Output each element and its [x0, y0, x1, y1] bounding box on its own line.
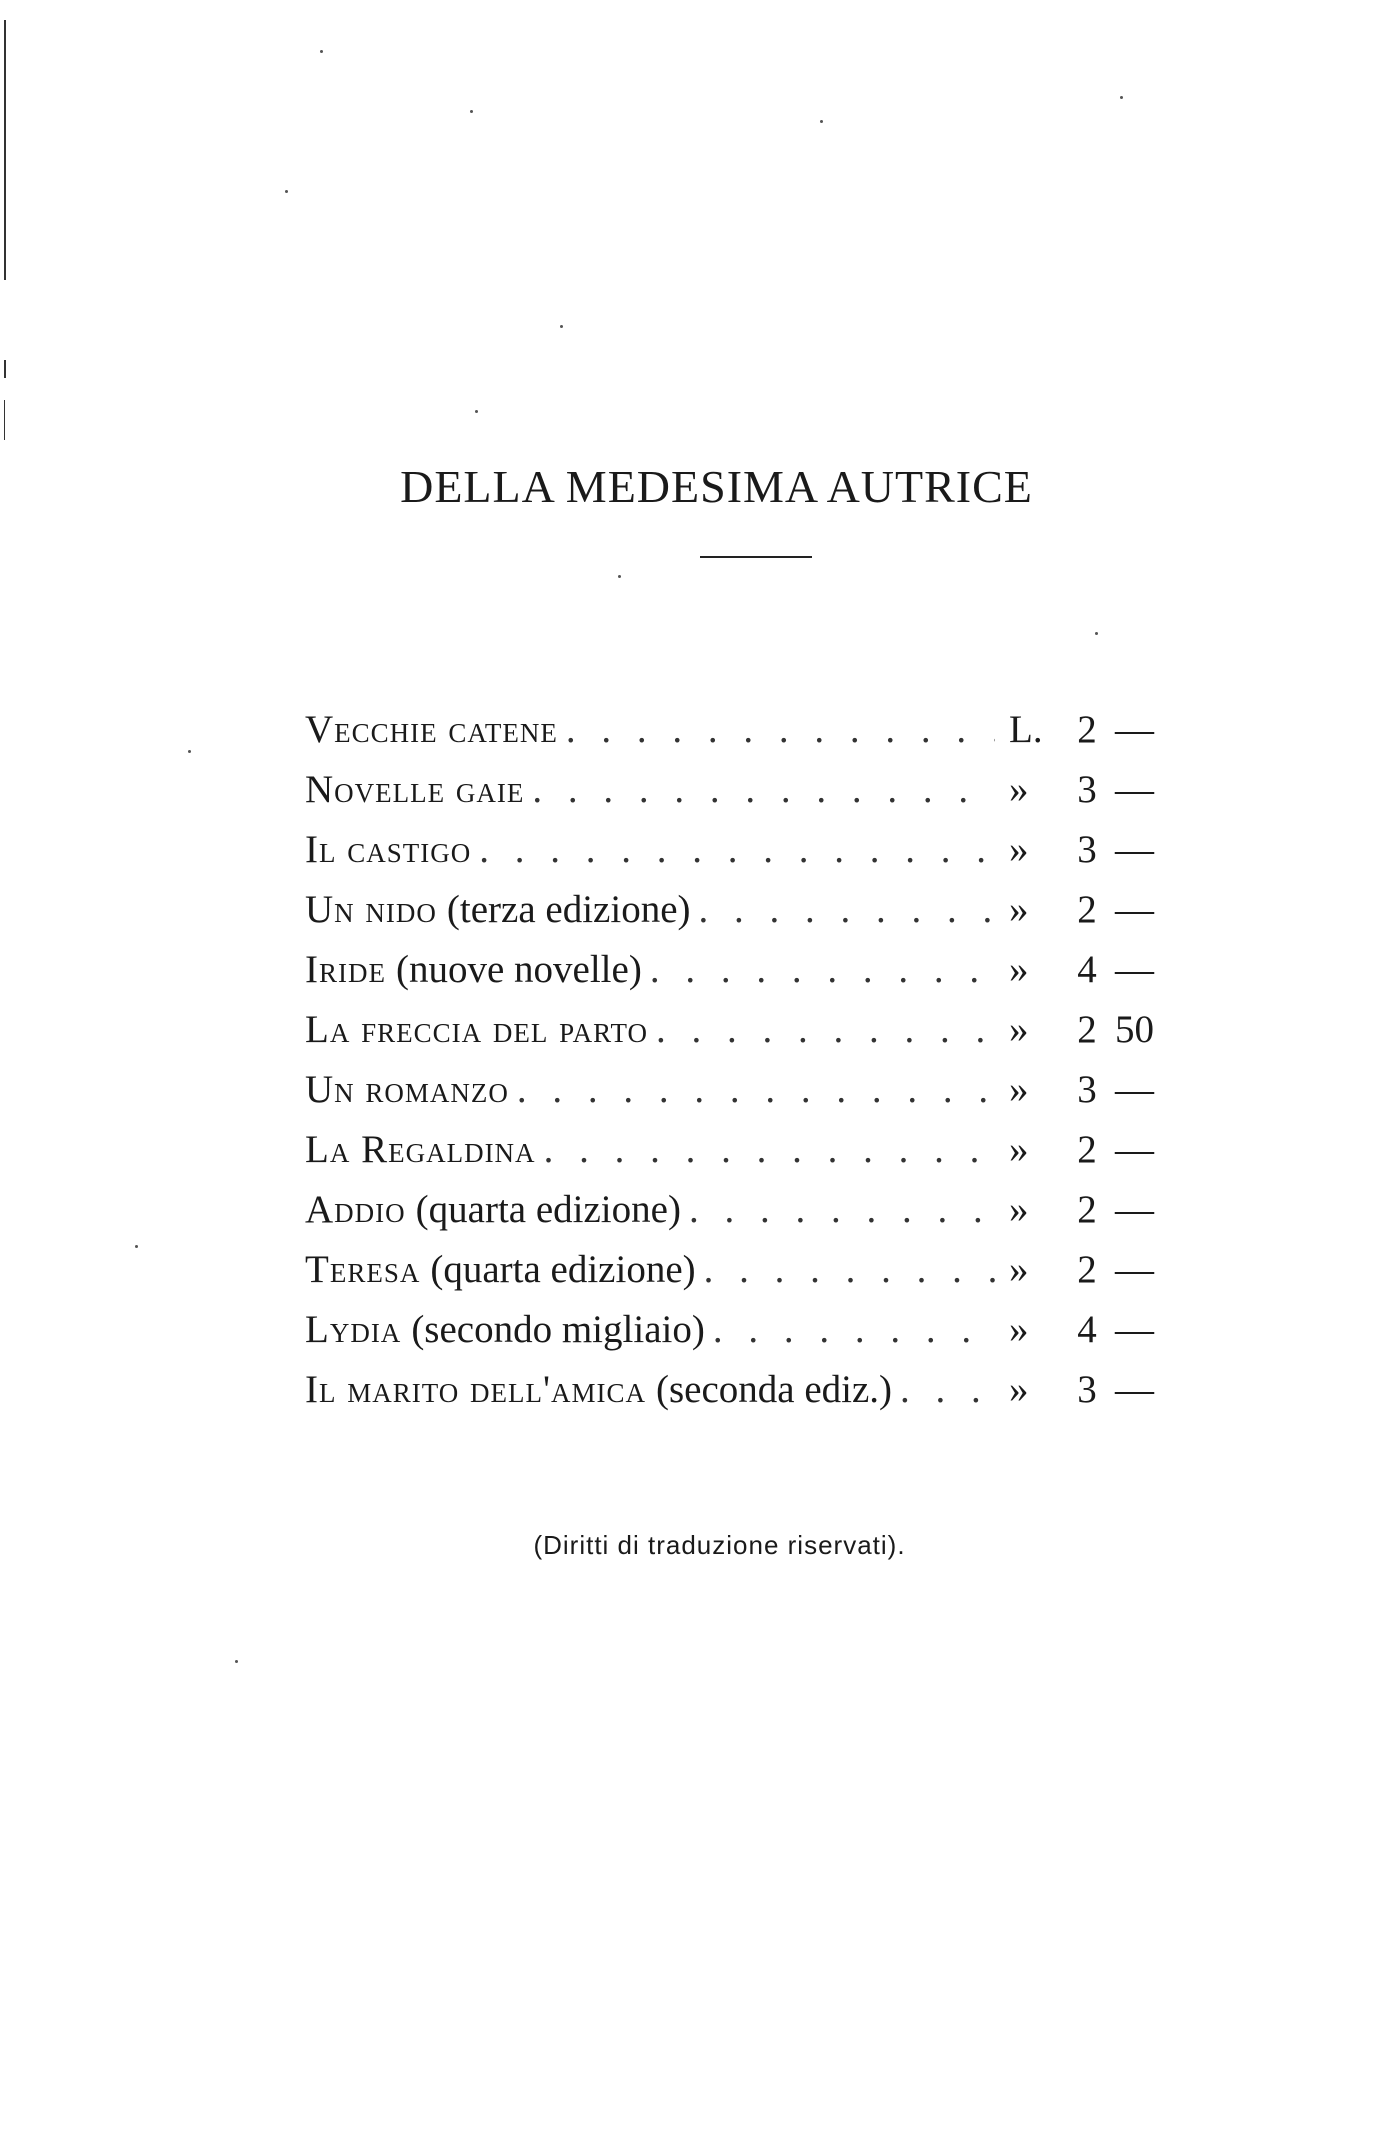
catalog-entry — [305, 1360, 1185, 1420]
catalog-entry — [305, 1000, 1185, 1060]
catalog-entry — [305, 1060, 1185, 1120]
entry-price-lire: 4 — [1077, 1308, 1097, 1351]
entry-title — [305, 1240, 696, 1300]
entry-price-lire: 2 — [1077, 1008, 1097, 1051]
book-catalog — [305, 700, 1185, 1420]
entry-price-lire: 3 — [1077, 768, 1097, 811]
entry-price-cents: — — [1115, 708, 1154, 751]
entry-price-lire: 2 — [1077, 1128, 1097, 1171]
dot-leader — [650, 940, 995, 1000]
entry-title — [305, 1120, 536, 1180]
entry-price-lire: 2 — [1077, 888, 1097, 931]
entry-price-cents: 50 — [1115, 1008, 1154, 1051]
catalog-entry — [305, 940, 1185, 1000]
page-heading: DELLA MEDESIMA AUTRICE — [400, 461, 1033, 512]
entry-title — [305, 1000, 648, 1060]
entry-title-text: Teresa — [305, 1248, 421, 1291]
dot-leader — [479, 820, 995, 880]
entry-currency: » — [1009, 768, 1029, 811]
scan-speck — [560, 325, 563, 328]
scan-speck — [285, 190, 288, 193]
entry-currency: » — [1009, 888, 1029, 931]
entry-note: (nuove novelle) — [395, 948, 642, 991]
scan-speck — [820, 120, 823, 123]
entry-title-text: Il castigo — [305, 828, 472, 871]
entry-price-lire: 3 — [1077, 828, 1097, 871]
entry-currency: L. — [1009, 708, 1043, 751]
entry-currency: » — [1009, 828, 1029, 871]
entry-title-text: Lydia — [305, 1308, 402, 1351]
entry-price-cents: — — [1115, 768, 1154, 811]
dot-leader — [704, 1240, 995, 1300]
scan-speck — [618, 575, 621, 578]
entry-price-cents: — — [1115, 1248, 1154, 1291]
entry-title — [305, 940, 642, 1000]
catalog-entry — [305, 820, 1185, 880]
entry-note: (seconda ediz.) — [656, 1368, 893, 1411]
entry-currency: » — [1009, 1308, 1029, 1351]
entry-title — [305, 1180, 681, 1240]
entry-note: (quarta edizione) — [430, 1248, 696, 1291]
entry-currency: » — [1009, 1368, 1029, 1411]
entry-title-text: Iride — [305, 948, 386, 991]
dot-leader — [544, 1120, 995, 1180]
entry-price-lire: 4 — [1077, 948, 1097, 991]
entry-price-cents: — — [1115, 1308, 1154, 1351]
dot-leader — [566, 700, 995, 760]
entry-title — [305, 1060, 509, 1120]
entry-title — [305, 1300, 705, 1360]
catalog-entry — [305, 700, 1185, 760]
entry-title-text: Novelle gaie — [305, 768, 525, 811]
dot-leader — [900, 1360, 995, 1420]
entry-currency: » — [1009, 1128, 1029, 1171]
catalog-entry — [305, 880, 1185, 940]
dot-leader — [517, 1060, 995, 1120]
entry-title-text: Un romanzo — [305, 1068, 509, 1111]
entry-title — [305, 760, 524, 820]
entry-price-lire: 3 — [1077, 1368, 1097, 1411]
entry-note: (terza edizione) — [446, 888, 691, 931]
entry-title-text: Un nido — [305, 888, 437, 931]
entry-title — [305, 820, 471, 880]
dot-leader — [689, 1180, 995, 1240]
entry-title — [305, 880, 691, 940]
dot-leader — [713, 1300, 995, 1360]
entry-price-cents: — — [1115, 1368, 1154, 1411]
entry-price-cents: — — [1115, 1068, 1154, 1111]
scan-edge-mark — [4, 20, 6, 280]
entry-currency: » — [1009, 1008, 1029, 1051]
entry-title-text: La Regaldina — [305, 1128, 536, 1171]
entry-currency: » — [1009, 1248, 1029, 1291]
entry-title-text: Il marito dell'amica — [305, 1368, 646, 1411]
entry-title — [305, 1360, 892, 1420]
entry-title-text: Vecchie catene — [305, 708, 558, 751]
catalog-entry — [305, 1120, 1185, 1180]
entry-currency: » — [1009, 1068, 1029, 1111]
dot-leader — [656, 1000, 995, 1060]
entry-currency: » — [1009, 948, 1029, 991]
entry-title-text: Addio — [305, 1188, 406, 1231]
entry-currency: » — [1009, 1188, 1029, 1231]
entry-title — [305, 700, 558, 760]
dot-leader — [532, 760, 995, 820]
scan-speck — [470, 110, 473, 113]
scan-speck — [235, 1660, 238, 1663]
dot-leader — [699, 880, 996, 940]
scan-speck — [188, 750, 191, 753]
scan-edge-mark — [4, 360, 6, 378]
entry-price-cents: — — [1115, 828, 1154, 871]
entry-title-text: La freccia del parto — [305, 1008, 649, 1051]
scan-speck — [135, 1245, 138, 1248]
entry-price-cents: — — [1115, 888, 1154, 931]
heading-rule — [700, 556, 812, 558]
scan-speck — [320, 50, 323, 53]
entry-note: (secondo migliaio) — [411, 1308, 705, 1351]
scan-edge-mark — [4, 400, 5, 440]
entry-price-lire: 3 — [1077, 1068, 1097, 1111]
entry-price-lire: 2 — [1077, 1248, 1097, 1291]
entry-note: (quarta edizione) — [415, 1188, 681, 1231]
catalog-entry — [305, 1300, 1185, 1360]
entry-price-cents: — — [1115, 1128, 1154, 1171]
scan-speck — [1095, 632, 1098, 635]
catalog-entry — [305, 1180, 1185, 1240]
catalog-entry — [305, 760, 1185, 820]
entry-price-cents: — — [1115, 948, 1154, 991]
rights-notice: (Diritti di traduzione riservati). — [533, 1530, 906, 1560]
scan-speck — [475, 410, 478, 413]
catalog-entry — [305, 1240, 1185, 1300]
scan-speck — [1120, 96, 1123, 99]
entry-price-lire: 2 — [1077, 708, 1097, 751]
entry-price-cents: — — [1115, 1188, 1154, 1231]
entry-price-lire: 2 — [1077, 1188, 1097, 1231]
